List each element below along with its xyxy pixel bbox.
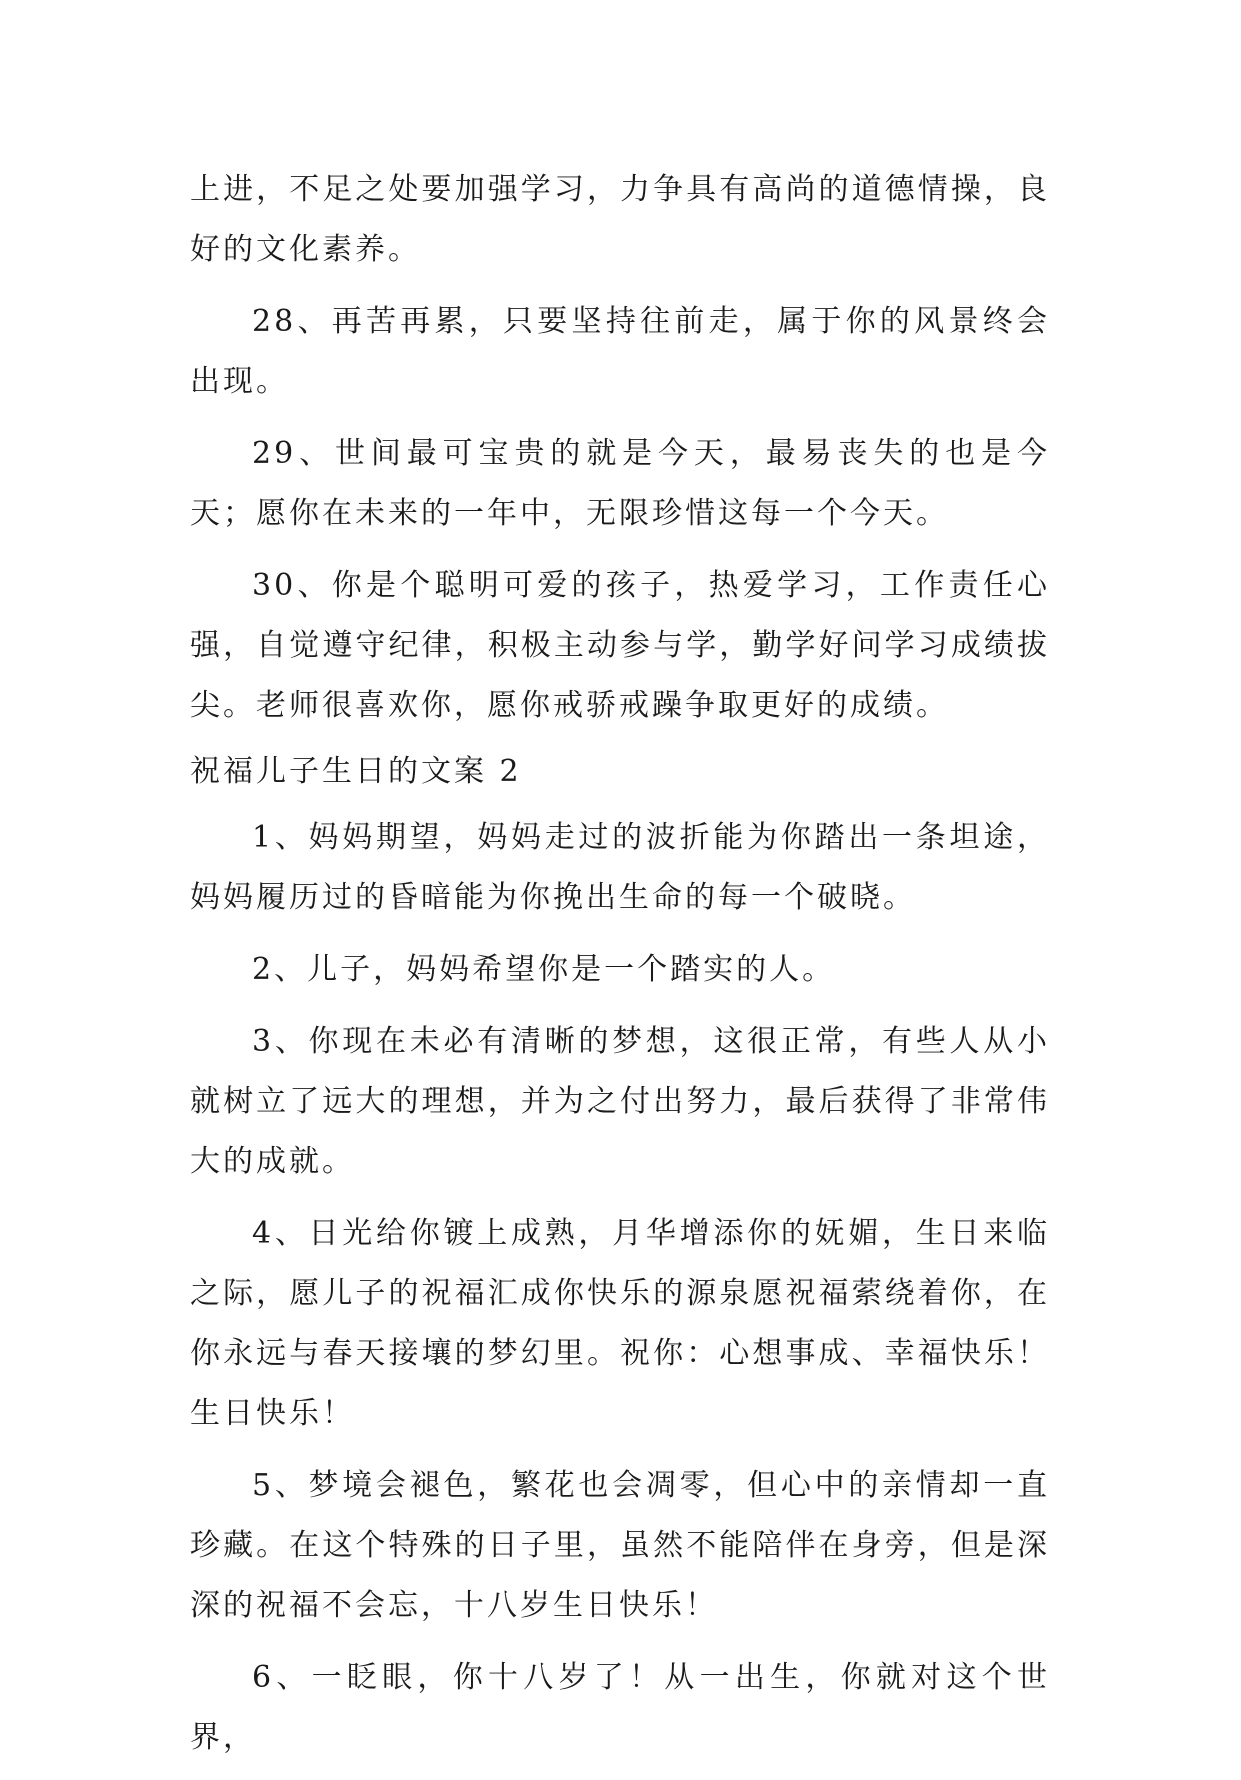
paragraph-item-30: 30、你是个聪明可爱的孩子，热爱学习，工作责任心强，自觉遵守纪律，积极主动参与学，勤学好问学习成绩拔尖。老师很喜欢你，愿你戒骄戒躁争取更好的成绩。 <box>190 568 1050 723</box>
paragraph-item-1: 1、妈妈期望，妈妈走过的波折能为你踏出一条坦途，妈妈履历过的昏暗能为你挽出生命的每一个破晓。 <box>190 820 1050 915</box>
paragraph-item-2: 2、儿子，妈妈希望你是一个踏实的人。 <box>252 952 836 987</box>
paragraph-item-28: 28、再苦再累，只要坚持往前走，属于你的风景终会出现。 <box>190 304 1050 399</box>
paragraph-item-4: 4、日光给你镀上成熟，月华增添你的妩媚，生日来临之际，愿儿子的祝福汇成你快乐的源泉愿祝福萦绕着你，在你永远与春天接壤的梦幻里。祝你：心想事成、幸福快乐！生日快乐！ <box>190 1216 1050 1431</box>
paragraph-item-3: 3、你现在未必有清晰的梦想，这很正常，有些人从小就树立了远大的理想，并为之付出努力，最后获得了非常伟大的成就。 <box>190 1024 1050 1179</box>
paragraph-item-6: 6、一眨眼，你十八岁了！从一出生，你就对这个世界， <box>190 1660 1050 1755</box>
paragraph-item-29: 29、世间最可宝贵的就是今天，最易丧失的也是今天；愿你在未来的一年中，无限珍惜这每一个今天。 <box>190 436 1050 531</box>
section-heading: 祝福儿子生日的文案 2 <box>190 754 522 789</box>
document-body <box>190 160 1050 1780</box>
paragraph-continuation: 上进，不足之处要加强学习，力争具有高尚的道德情操，良好的文化素养。 <box>190 172 1050 267</box>
paragraph-item-5: 5、梦境会褪色，繁花也会凋零，但心中的亲情却一直珍藏。在这个特殊的日子里，虽然不能陪伴在身旁，但是深深的祝福不会忘，十八岁生日快乐！ <box>190 1468 1050 1623</box>
